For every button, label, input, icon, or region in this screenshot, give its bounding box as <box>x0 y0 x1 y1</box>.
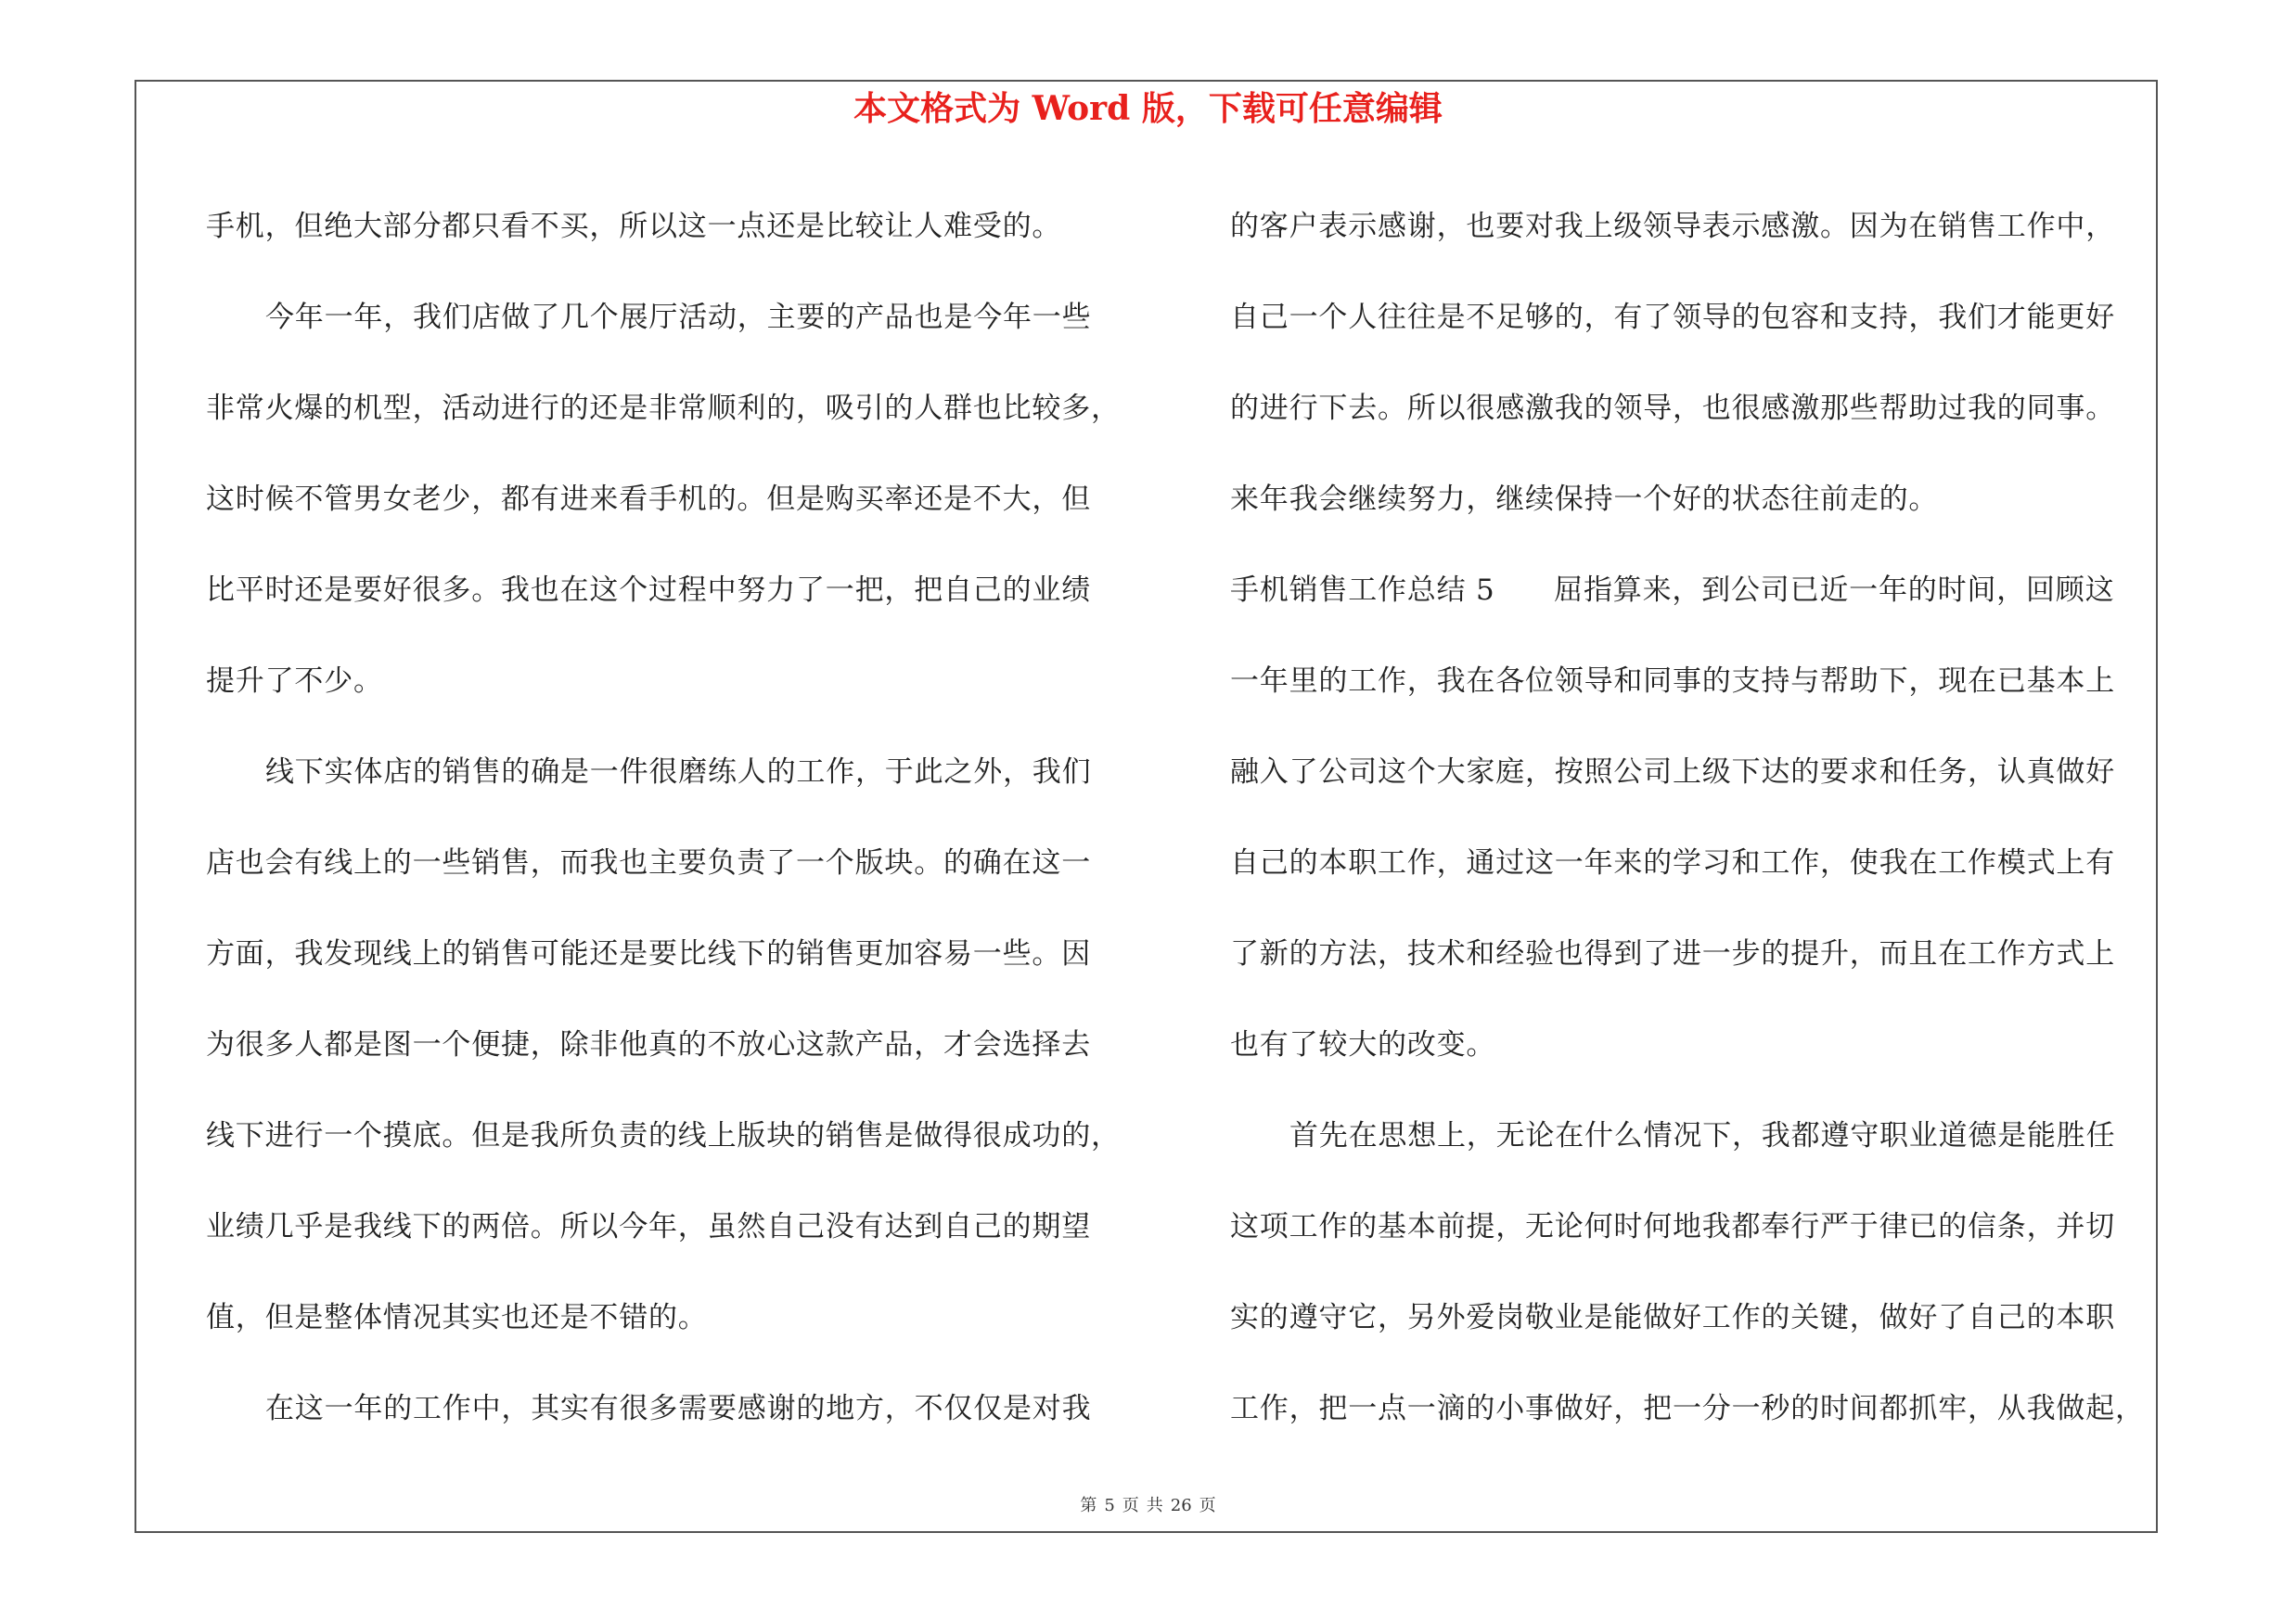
text-line: 值，但是整体情况其实也还是不错的。 <box>206 1301 708 1334</box>
text-line: 今年一年，我们店做了几个展厅活动，主要的产品也是今年一些 <box>265 301 1092 334</box>
text-line: 融入了公司这个大家庭，按照公司上级下达的要求和任务，认真做好 <box>1230 755 2115 789</box>
right-text-column <box>1230 181 2176 1454</box>
text-line: 这项工作的基本前提，无论何时何地我都奉行严于律已的信条，并切 <box>1230 1210 2115 1243</box>
format-notice-banner: 本文格式为 Word 版，下载可任意编辑 <box>853 89 1443 128</box>
text-line: 比平时还是要好很多。我也在这个过程中努力了一把，把自己的业绩 <box>206 573 1091 607</box>
text-line: 工作，把一点一滴的小事做好，把一分一秒的时间都抓牢，从我做起， <box>1230 1392 2145 1425</box>
text-line: 在这一年的工作中，其实有很多需要感谢的地方，不仅仅是对我 <box>265 1392 1092 1425</box>
text-line: 的客户表示感谢，也要对我上级领导表示感激。因为在销售工作中， <box>1230 210 2115 243</box>
text-line: 店也会有线上的一些销售，而我也主要负责了一个版块。的确在这一 <box>206 846 1091 880</box>
text-line: 业绩几乎是我线下的两倍。所以今年，虽然自己没有达到自己的期望 <box>206 1210 1091 1243</box>
text-line: 的进行下去。所以很感激我的领导，也很感激那些帮助过我的同事。 <box>1230 392 2115 425</box>
text-line: 手机，但绝大部分都只看不买，所以这一点还是比较让人难受的。 <box>206 210 1062 243</box>
total-page-count: 26 <box>1170 1496 1192 1515</box>
text-line: 也有了较大的改变。 <box>1230 1028 1496 1062</box>
page-number-footer <box>0 1492 2296 1516</box>
left-text-column <box>206 181 1138 1454</box>
text-line: 线下实体店的销售的确是一件很磨练人的工作，于此之外，我们 <box>265 755 1092 789</box>
text-line: 方面，我发现线上的销售可能还是要比线下的销售更加容易一些。因 <box>206 937 1091 971</box>
text-line: 首先在思想上，无论在什么情况下，我都遵守职业道德是能胜任 <box>1289 1119 2116 1153</box>
text-line: 实的遵守它，另外爱岗敬业是能做好工作的关键，做好了自己的本职 <box>1230 1301 2115 1334</box>
text-line: 提升了不少。 <box>206 664 383 698</box>
text-line: 自己一个人往往是不足够的，有了领导的包容和支持，我们才能更好 <box>1230 301 2115 334</box>
text-line: 手机销售工作总结 5 屈指算来，到公司已近一年的时间，回顾这 <box>1230 573 2115 607</box>
footer-suffix: 页 <box>1199 1496 1216 1515</box>
text-line: 了新的方法，技术和经验也得到了进一步的提升，而且在工作方式上 <box>1230 937 2115 971</box>
text-line: 线下进行一个摸底。但是我所负责的线上版块的销售是做得很成功的， <box>206 1119 1121 1153</box>
text-line: 这时候不管男女老少，都有进来看手机的。但是购买率还是不大，但 <box>206 483 1091 516</box>
text-line: 一年里的工作，我在各位领导和同事的支持与帮助下，现在已基本上 <box>1230 664 2115 698</box>
text-line: 自己的本职工作，通过这一年来的学习和工作，使我在工作模式上有 <box>1230 846 2115 880</box>
text-line: 非常火爆的机型，活动进行的还是非常顺利的，吸引的人群也比较多， <box>206 392 1121 425</box>
footer-prefix: 第 <box>1080 1496 1097 1515</box>
current-page-number: 5 <box>1104 1496 1115 1515</box>
footer-page-unit: 页 <box>1122 1496 1139 1515</box>
text-line: 来年我会继续努力，继续保持一个好的状态往前走的。 <box>1230 483 1939 516</box>
footer-total-label: 共 <box>1146 1496 1163 1515</box>
text-line: 为很多人都是图一个便捷，除非他真的不放心这款产品，才会选择去 <box>206 1028 1091 1062</box>
